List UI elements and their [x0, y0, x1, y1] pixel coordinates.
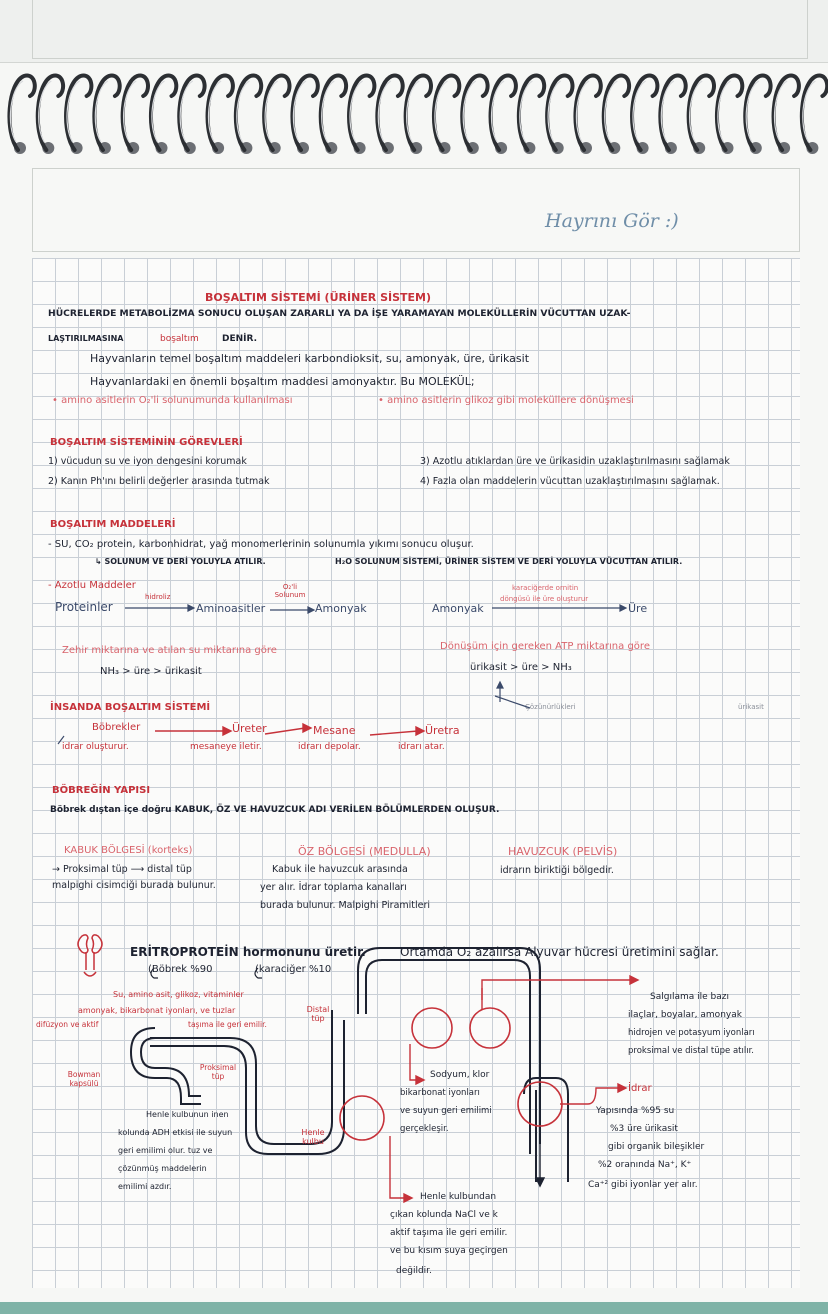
- definition-line-4: Hayvanlardaki en önemli boşaltım maddesi amonyaktır. Bu MOLEKÜL;: [90, 375, 475, 388]
- pelvis-line-1: idrarın biriktiği bölgedir.: [500, 865, 614, 876]
- page-footer-strip: [0, 1302, 828, 1314]
- cortex-title: KABUK BÖLGESİ (korteks): [64, 845, 193, 856]
- sodium-line-2: bikarbonat iyonları: [400, 1088, 480, 1098]
- organ-bladder: Mesane: [313, 724, 356, 737]
- toxic-label: Zehir miktarına ve atılan su miktarına göre: [62, 645, 277, 656]
- secretion-line-4: proksimal ve distal tüpe atılır.: [628, 1046, 755, 1056]
- page-title: BOŞALTIM SİSTEMİ (ÜRİNER SİSTEM): [205, 291, 432, 304]
- kidney-icon: [78, 935, 102, 976]
- medulla-line-1: Kabuk ile havuzcuk arasında: [272, 864, 408, 875]
- role-ureter: mesaneye iletir.: [190, 742, 262, 752]
- kidney-desc: Böbrek dıştan içe doğru KABUK, ÖZ VE HAVUZCUK ADI VERİLEN BÖLÜMLERDEN OLUŞUR.: [50, 805, 500, 815]
- epo-kidney: (Böbrek %90: [148, 964, 213, 975]
- cortex-line-2: malpighi cisimciği burada bulunur.: [52, 880, 216, 891]
- sodium-line-4: gerçekleşir.: [400, 1124, 449, 1134]
- definition-line-3: Hayvanların temel boşaltım maddeleri karbondioksit, su, amonyak, üre, ürikasit: [90, 352, 530, 365]
- distal-label: Distal tüp: [306, 1005, 330, 1023]
- toxic-order: NH₃ > üre > ürikasit: [100, 666, 202, 677]
- substances-line-2b: H₂O SOLUNUM SİSTEMİ, ÜRİNER SİSTEM VE DERİ YOLUYLA VÜCUTTAN ATILIR.: [335, 557, 683, 566]
- duty-item-4: 4) Fazla olan maddelerin vücuttan uzaklaştırılmasını sağlamak.: [420, 476, 720, 487]
- henle-note-3: aktif taşıma ile geri emilir.: [390, 1228, 508, 1238]
- flow-proteins: Proteinler: [55, 600, 113, 614]
- adh-line-4: çözünmüş maddelerin: [118, 1164, 207, 1173]
- urine-line-5: Ca⁺² gibi iyonlar yer alır.: [588, 1180, 698, 1190]
- urine-line-3: gibi organik bileşikler: [608, 1142, 705, 1152]
- definition-line-2a: LAŞTIRILMASINA: [48, 334, 124, 343]
- organ-ureter: Üreter: [232, 722, 267, 735]
- role-bladder: idrarı depolar.: [298, 742, 361, 752]
- medulla-line-3: burada bulunur. Malpighi Piramitleri: [260, 900, 431, 911]
- role-urethra: idrarı atar.: [398, 742, 445, 752]
- substances-line-2: ↳ SOLUNUM VE DERİ YOLUYLA ATILIR.: [95, 557, 266, 566]
- henle-note-5: değildir.: [396, 1266, 432, 1276]
- urine-line-1: Yapısında %95 su: [596, 1106, 675, 1116]
- epo-liver: (karaciğer %10: [255, 964, 332, 975]
- flow-aminoacids: Aminoasitler: [196, 602, 266, 615]
- adh-line-5: emilimi azdır.: [118, 1182, 172, 1191]
- pelvis-title: HAVUZCUK (PELVİS): [508, 845, 618, 858]
- flow-hydrolysis: hidroliz: [145, 593, 171, 601]
- secretion-line-3: hidrojen ve potasyum iyonları: [628, 1028, 755, 1038]
- reabsorb-line-3: difüzyon ve aktif: [36, 1020, 99, 1029]
- adh-line-3: geri emilimi olur. tuz ve: [118, 1146, 213, 1155]
- definition-line-2b: boşaltım: [160, 334, 199, 344]
- definition-line-1: HÜCRELERDE METABOLİZMA SONUCU OLUŞAN ZARARLI YA DA İŞE YARAMAYAN MOLEKÜLLERİN VÜCUTTAN UZAK-: [48, 308, 631, 319]
- solubility-label: Çözünürlükleri: [525, 703, 576, 711]
- substances-heading: BOŞALTIM MADDELERİ: [50, 519, 176, 530]
- flow-ammonia: Amonyak: [315, 602, 367, 615]
- human-heading: İNSANDA BOŞALTIM SİSTEMİ: [50, 702, 211, 713]
- flow2-ammonia: Amonyak: [432, 602, 484, 615]
- epo-line-2: Ortamda O₂ azalırsa Alyuvar hücresi üretimini sağlar.: [400, 945, 719, 959]
- motto-text: Hayrını Gör :): [545, 210, 679, 232]
- urine-title: İdrar: [628, 1083, 652, 1094]
- urine-line-2: %3 üre ürikasit: [610, 1124, 678, 1134]
- medulla-title: ÖZ BÖLGESİ (MEDULLA): [298, 845, 431, 858]
- duty-item-3: 3) Azotlu atıklardan üre ve ürikasidin uzaklaştırılmasını sağlamak: [420, 456, 730, 467]
- definition-bullet-1: • amino asitlerin O₂'li solunumunda kullanılması: [52, 395, 293, 406]
- reabsorb-line-4: taşıma ile geri emilir.: [188, 1020, 267, 1029]
- adh-line-2: kolunda ADH etkisi ile suyun: [118, 1128, 233, 1137]
- atp-label: Dönüşüm için gereken ATP miktarına göre: [440, 641, 650, 652]
- uricacid-small: ürikasit: [738, 703, 764, 711]
- sodium-line-1: Sodyum, klor: [430, 1070, 490, 1080]
- organ-urethra: Üretra: [425, 724, 460, 737]
- medulla-line-2: yer alır. İdrar toplama kanalları: [260, 882, 407, 893]
- reabsorb-line-1: Su, amino asit, glikoz, vitaminler: [113, 990, 244, 999]
- duty-item-2: 2) Kanın Ph'ını belirli değerler arasında tutmak: [48, 476, 270, 487]
- adh-line-1: Henle kulbunun inen: [146, 1110, 229, 1119]
- atp-order: ürikasit > üre > NH₃: [470, 662, 572, 673]
- henle-label: Henle kulbu: [301, 1128, 325, 1146]
- henle-note-4: ve bu kısım suya geçirgen: [390, 1246, 508, 1256]
- sodium-line-3: ve suyun geri emilimi: [400, 1106, 492, 1116]
- organ-kidneys: Böbrekler: [92, 722, 141, 733]
- flow-o2: O₂'li Solunum: [274, 583, 306, 599]
- definition-bullet-2: • amino asitlerin glikoz gibi moleküllere dönüşmesi: [378, 395, 634, 406]
- epo-line-1: ERİTROPROTEİN hormonunu üretir.: [130, 945, 366, 959]
- duty-item-1: 1) vücudun su ve iyon dengesini korumak: [48, 456, 247, 467]
- secretion-line-2: ilaçlar, boyalar, amonyak: [628, 1010, 742, 1020]
- bowman-label: Bowman kapsülü: [67, 1070, 101, 1088]
- urine-line-4: %2 oranında Na⁺, K⁺: [598, 1160, 692, 1170]
- secretion-line-1: Salgılama ile bazı: [650, 992, 729, 1002]
- proximal-label: Proksimal tüp: [199, 1063, 237, 1081]
- nitrogen-heading: - Azotlu Maddeler: [48, 580, 136, 591]
- flow2-urea: Üre: [628, 602, 648, 615]
- flow2-note-1: karaciğerde ornitin: [512, 584, 579, 592]
- role-kidneys: idrar oluşturur.: [62, 742, 129, 752]
- henle-note-1: Henle kulbundan: [420, 1192, 497, 1202]
- duties-heading: BOŞALTIM SİSTEMİNİN GÖREVLERİ: [50, 437, 243, 448]
- definition-line-2c: DENİR.: [222, 334, 258, 344]
- kidney-heading: BÖBREĞİN YAPISI: [52, 785, 151, 796]
- henle-note-2: çıkan kolunda NaCl ve k: [390, 1210, 498, 1220]
- reabsorb-line-2: amonyak, bikarbonat iyonları, ve tuzlar: [78, 1006, 236, 1015]
- substances-line-1: - SU, CO₂ protein, karbonhidrat, yağ monomerlerinin solunumla yıkımı sonucu oluşur.: [48, 539, 474, 550]
- flow2-note-2: döngüsü ile üre oluşturur: [500, 595, 589, 603]
- cortex-line-1: → Proksimal tüp ⟶ distal tüp: [52, 864, 192, 875]
